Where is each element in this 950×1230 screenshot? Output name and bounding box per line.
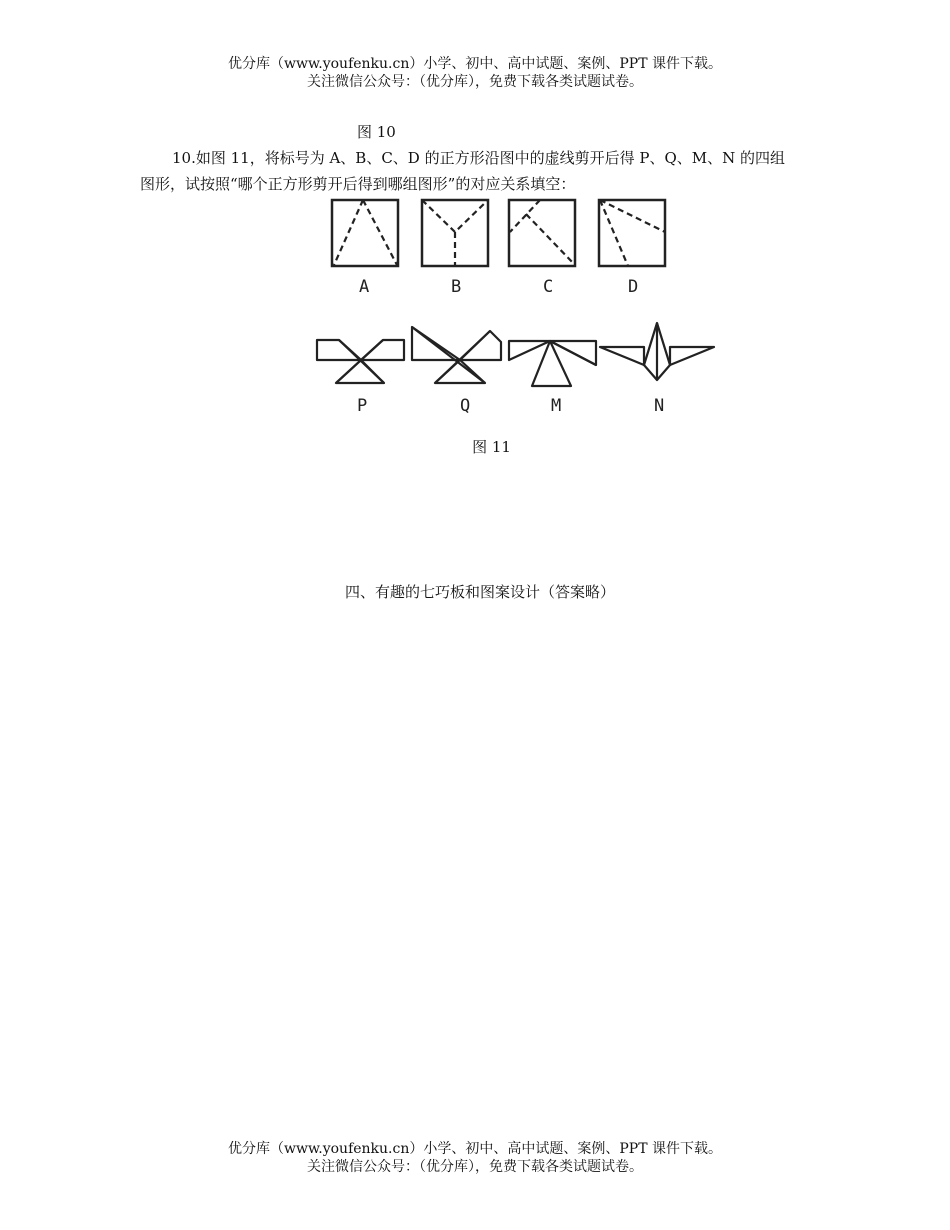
label-n: N [654, 396, 665, 416]
footer-line-1: 优分库（www.youfenku.cn）小学、初中、高中试题、案例、PPT 课件下载。 [227, 1141, 722, 1157]
shape-n [600, 323, 714, 380]
page-footer [0, 1140, 950, 1176]
figure-11-caption: 图 11 [472, 438, 511, 456]
label-b: B [451, 277, 462, 297]
label-a: A [359, 277, 370, 297]
cut-lines-c [510, 200, 575, 265]
label-m: M [551, 396, 562, 416]
cut-lines-b [422, 200, 488, 266]
section-4-heading: 四、有趣的七巧板和图案设计（答案略） [345, 583, 616, 601]
figure-11-diagram [300, 190, 730, 420]
label-c: C [543, 277, 554, 297]
question-line-2: 图形，试按照“哪个正方形剪开后得到哪组图形”的对应关系填空： [140, 175, 576, 193]
square-a [332, 200, 398, 266]
label-d: D [628, 277, 639, 297]
label-p: P [357, 396, 368, 416]
shape-m [509, 341, 596, 386]
page-header [0, 55, 950, 91]
shape-q [412, 327, 501, 383]
square-c [509, 200, 575, 266]
figure-10-caption: 图 10 [357, 123, 396, 141]
square-d [599, 200, 665, 266]
label-q: Q [460, 396, 471, 416]
header-line-2: 关注微信公众号：（优分库），免费下载各类试题试卷。 [307, 74, 643, 90]
cut-lines-d [600, 200, 665, 266]
cut-lines-a [334, 200, 397, 265]
header-line-1: 优分库（www.youfenku.cn）小学、初中、高中试题、案例、PPT 课件下载。 [227, 56, 722, 72]
shape-p [317, 340, 404, 383]
question-line-1: 10.如图 11，将标号为 A、B、C、D 的正方形沿图中的虚线剪开后得 P、Q、M、N 的四组 [172, 149, 786, 167]
footer-line-2: 关注微信公众号：（优分库），免费下载各类试题试卷。 [307, 1159, 643, 1175]
